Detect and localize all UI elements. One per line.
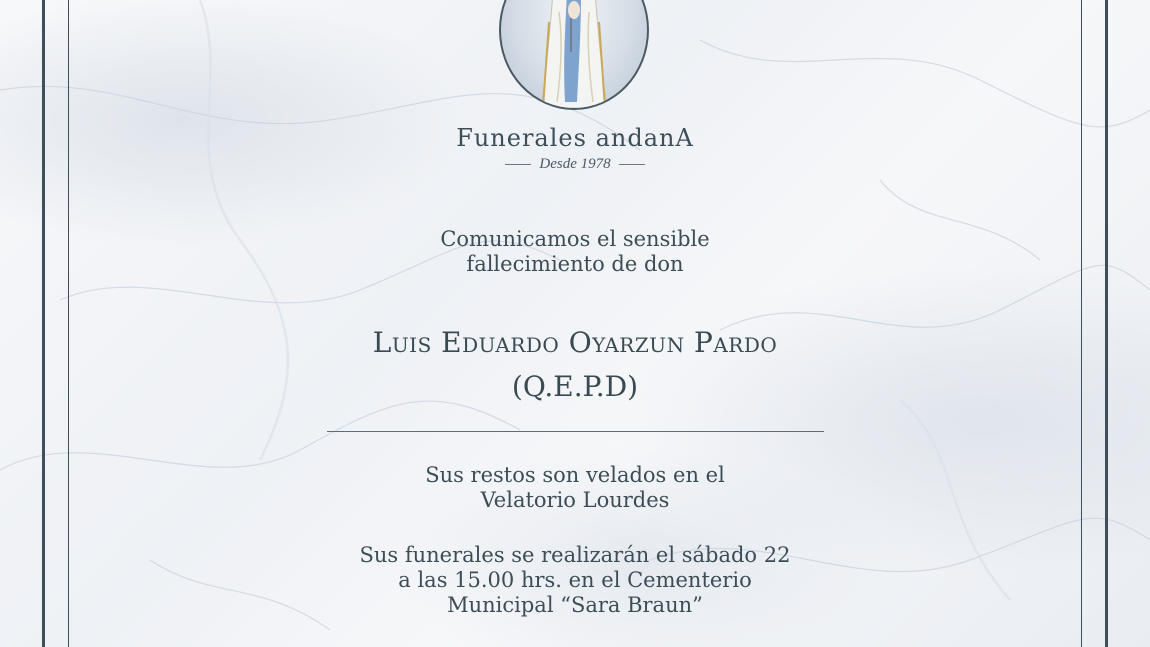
intro-line: Comunicamos el sensible [440, 227, 710, 251]
intro-line: fallecimiento de don [466, 252, 684, 276]
brand-name: Funerales andanA [456, 124, 694, 152]
funeral-line: Sus funerales se realizarán el sábado 22 [359, 543, 791, 567]
wake-line: Sus restos son velados en el [425, 463, 725, 487]
intro-text [0, 227, 1150, 277]
wake-info [0, 463, 1150, 513]
funeral-info [0, 543, 1150, 618]
divider [327, 431, 824, 432]
tagline-text: Desde 1978 [539, 156, 611, 172]
funeral-line: a las 15.00 hrs. en el Cementerio [398, 568, 752, 592]
brand-tagline [0, 156, 1150, 173]
virgin-mary-statue-icon [499, 0, 649, 110]
deceased-name: Luis Eduardo Oyarzun Pardo [372, 326, 778, 359]
honorific: (Q.E.P.D) [511, 370, 639, 403]
tagline-dash-left [505, 164, 531, 165]
wake-line: Velatorio Lourdes [480, 488, 670, 512]
tagline-dash-right [619, 164, 645, 165]
funeral-line: Municipal “Sara Braun” [447, 593, 703, 617]
